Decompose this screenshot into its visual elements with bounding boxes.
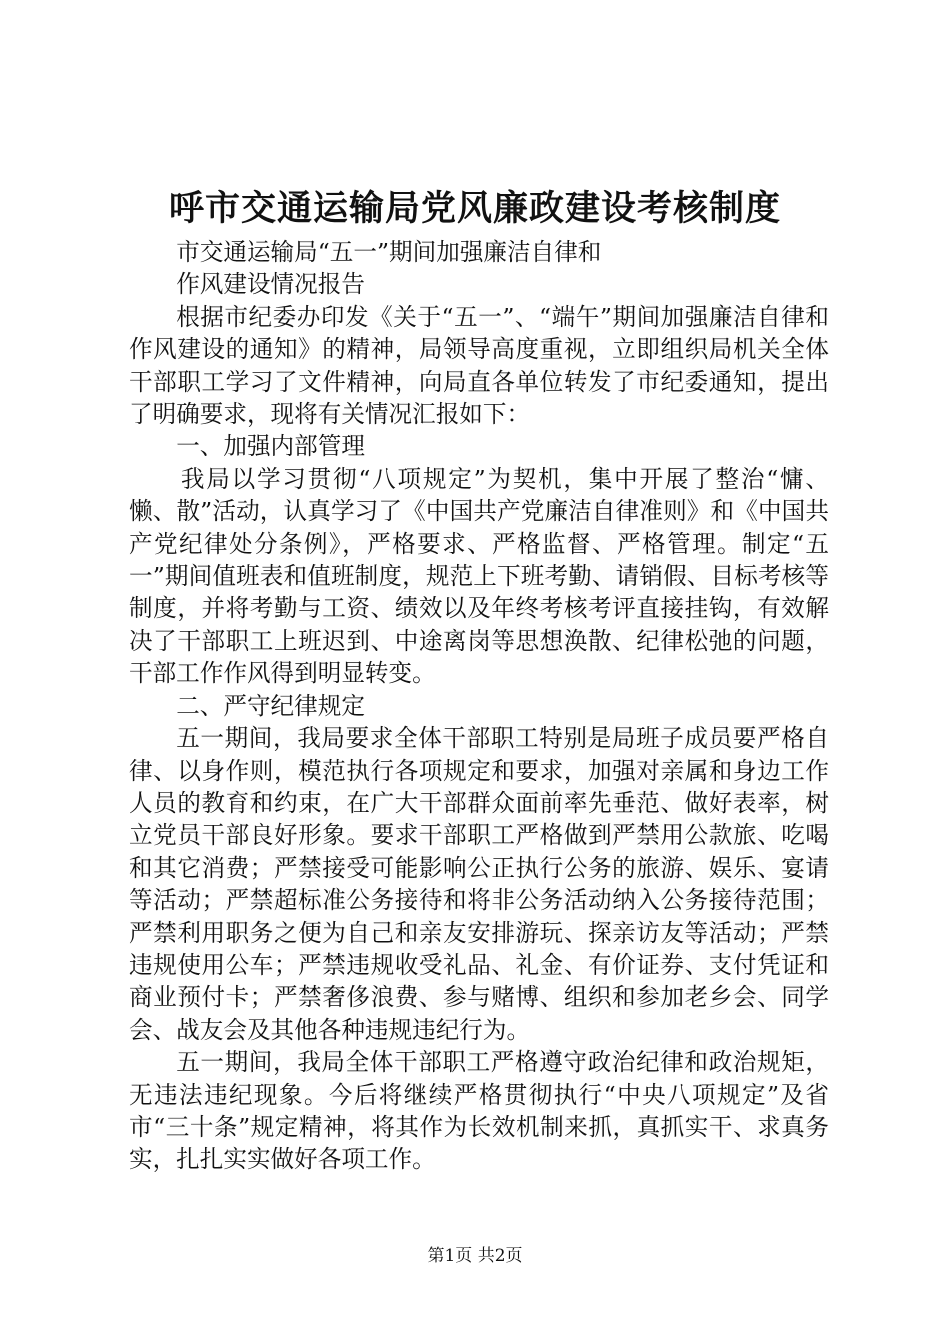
intro-paragraph: 根据市纪委办印发《关于“五一”、“端午”期间加强廉洁自律和作风建设的通知》的精神，局领导高度重视，立即组织局机关全体干部职工学习了文件精神，向局直各单位转发了市纪委通知，提出了明确要求，现将有关情况汇报如下： bbox=[129, 302, 829, 429]
section-1-paragraph: 我局以学习贯彻“八项规定”为契机，集中开展了整治“慵、懒、散”活动，认真学习了《中国共产党廉洁自律准则》和《中国共产党纪律处分条例》，严格要求、严格监督、严格管理。制定“五一”期间值班表和值班制度，规范上下班考勤、请销假、目标考核等制度，并将考勤与工资、绩效以及年终考核考评直接挂钩，有效解决了干部职工上班迟到、中途离岗等思想涣散、纪律松弛的问题，干部工作作风得到明显转变。 bbox=[129, 464, 829, 688]
page-number-footer: 第1页 共2页 bbox=[427, 1246, 523, 1266]
section-2-paragraph: 五一期间，我局要求全体干部职工特别是局班子成员要严格自律、以身作则，模范执行各项规定和要求，加强对亲属和身边工作人员的教育和约束，在广大干部群众面前率先垂范、做好表率，树立党员干部良好形象。要求干部职工严格做到严禁用公款旅、吃喝和其它消费；严禁接受可能影响公正执行公务的旅游、娱乐、宴请等活动；严禁超标准公务接待和将非公务活动纳入公务接待范围；严禁利用职务之便为自己和亲友安排游玩、探亲访友等活动；严禁违规使用公车；严禁违规收受礼品、礼金、有价证券、支付凭证和商业预付卡；严禁奢侈浪费、参与赌博、组织和参加老乡会、同学会、战友会及其他各种违规违纪行为。 bbox=[129, 724, 829, 1044]
closing-paragraph: 五一期间，我局全体干部职工严格遵守政治纪律和政治规矩，无违法违纪现象。今后将继续严格贯彻执行“中央八项规定”及省市“三十条”规定精神，将其作为长效机制来抓，真抓实干、求真务实，扎扎实实做好各项工作。 bbox=[129, 1048, 829, 1174]
document-title: 呼市交通运输局党风廉政建设考核制度 bbox=[168, 188, 781, 229]
report-title-line-2: 作风建设情况报告 bbox=[176, 270, 365, 299]
report-title-line-1: 市交通运输局“五一”期间加强廉洁自律和 bbox=[176, 238, 602, 266]
document-body bbox=[129, 236, 829, 1176]
section-heading-1: 一、加强内部管理 bbox=[176, 432, 365, 461]
section-heading-2: 二、严守纪律规定 bbox=[176, 691, 365, 720]
